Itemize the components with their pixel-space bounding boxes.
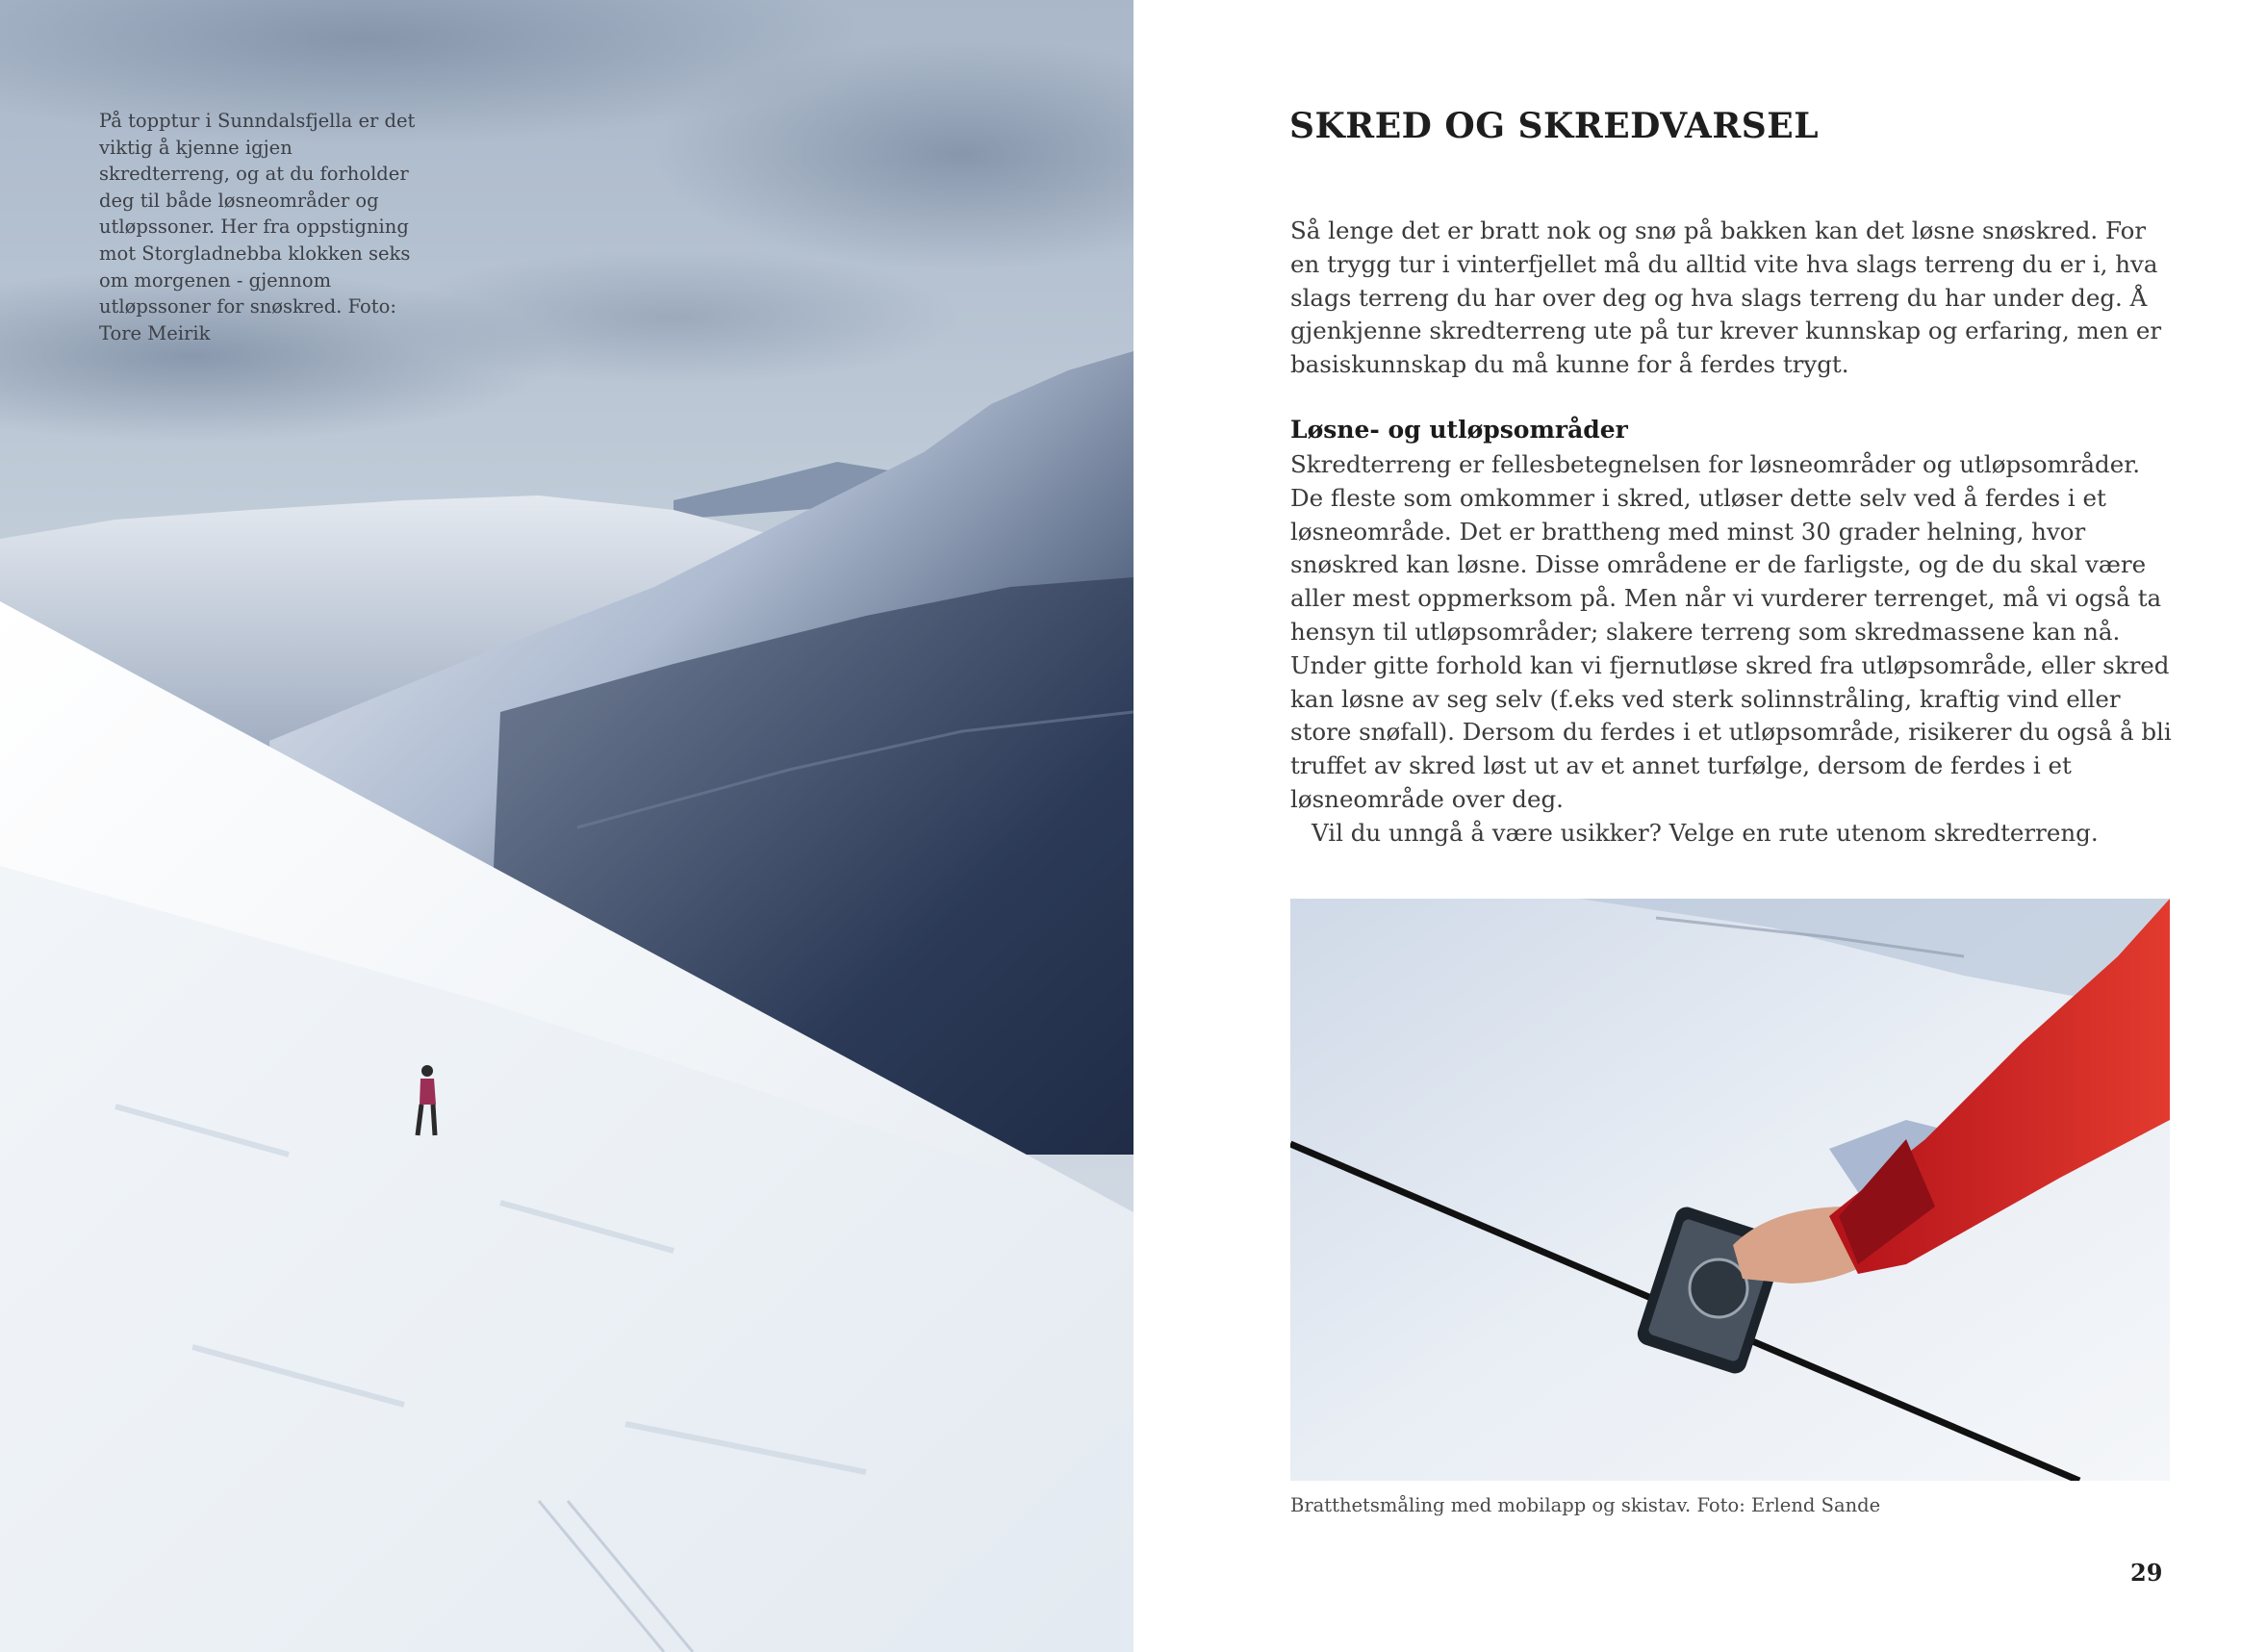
section-body-text: Skredterreng er fellesbetegnelsen for løsneområder og utløpsområder. De fleste som omkommer i skred, utløser dette selv ved å ferdes i et løsneområde. Det er brattheng med minst 30 grader helning, hvor snøskred kan løsne. Disse områdene er de farligste, og de du skal være aller mest oppmerksom på. Men når vi vurderer terrenget, må vi også ta hensyn til utløpsområder; slakere terreng som skredmassene kan nå. Under gitte forhold kan vi fjernutløse skred fra utløpsområde, eller skred kan løsne av seg selv (f.eks ved sterk solinnstråling, kraftig vind eller store snøfall). Dersom du ferdes i et utløpsområde, risikerer du også å bli truffet av skred løst ut av et annet turfølge, dersom de ferdes i et løsneområde over deg.: [1290, 450, 2172, 813]
intro-paragraph: Så lenge det er bratt nok og snø på bakken kan det løsne snøskred. For en trygg tur i vinterfjellet må du alltid vite hva slags terreng du er i, hva slags terreng du har over deg og hva slags terreng du har under deg. Å gjenkjenne skredterreng ute på tur krever kunnskap og erfaring, men er basiskunnskap du må kunne for å ferdes trygt.: [1290, 216, 2162, 379]
photo-caption-right: Bratthetsmåling med mobilapp og skistav. Foto: Erlend Sande: [1290, 1494, 1881, 1516]
photo-caption-left: På topptur i Sunndalsfjella er det viktig å kjenne igjen skredterreng, og at du forholder deg til både løsneområder og utløpssoner. Her fra oppstigning mot Storgladnebba klokken seks om morgenen - gjennom utløpssoner for snøskred. Foto: Tore Meirik: [99, 110, 416, 344]
section-subheading: Løsne- og utløpsområder: [1290, 416, 1628, 444]
section-closing-line: Vil du unngå å være usikker? Velge en rute utenom skredterreng.: [1312, 818, 2099, 847]
page-number: 29: [2130, 1559, 2163, 1587]
section-paragraph: [1290, 448, 2176, 851]
page-heading: SKRED OG SKREDVARSEL: [1289, 106, 1819, 146]
slope-measurement-photo: [1290, 899, 2170, 1481]
